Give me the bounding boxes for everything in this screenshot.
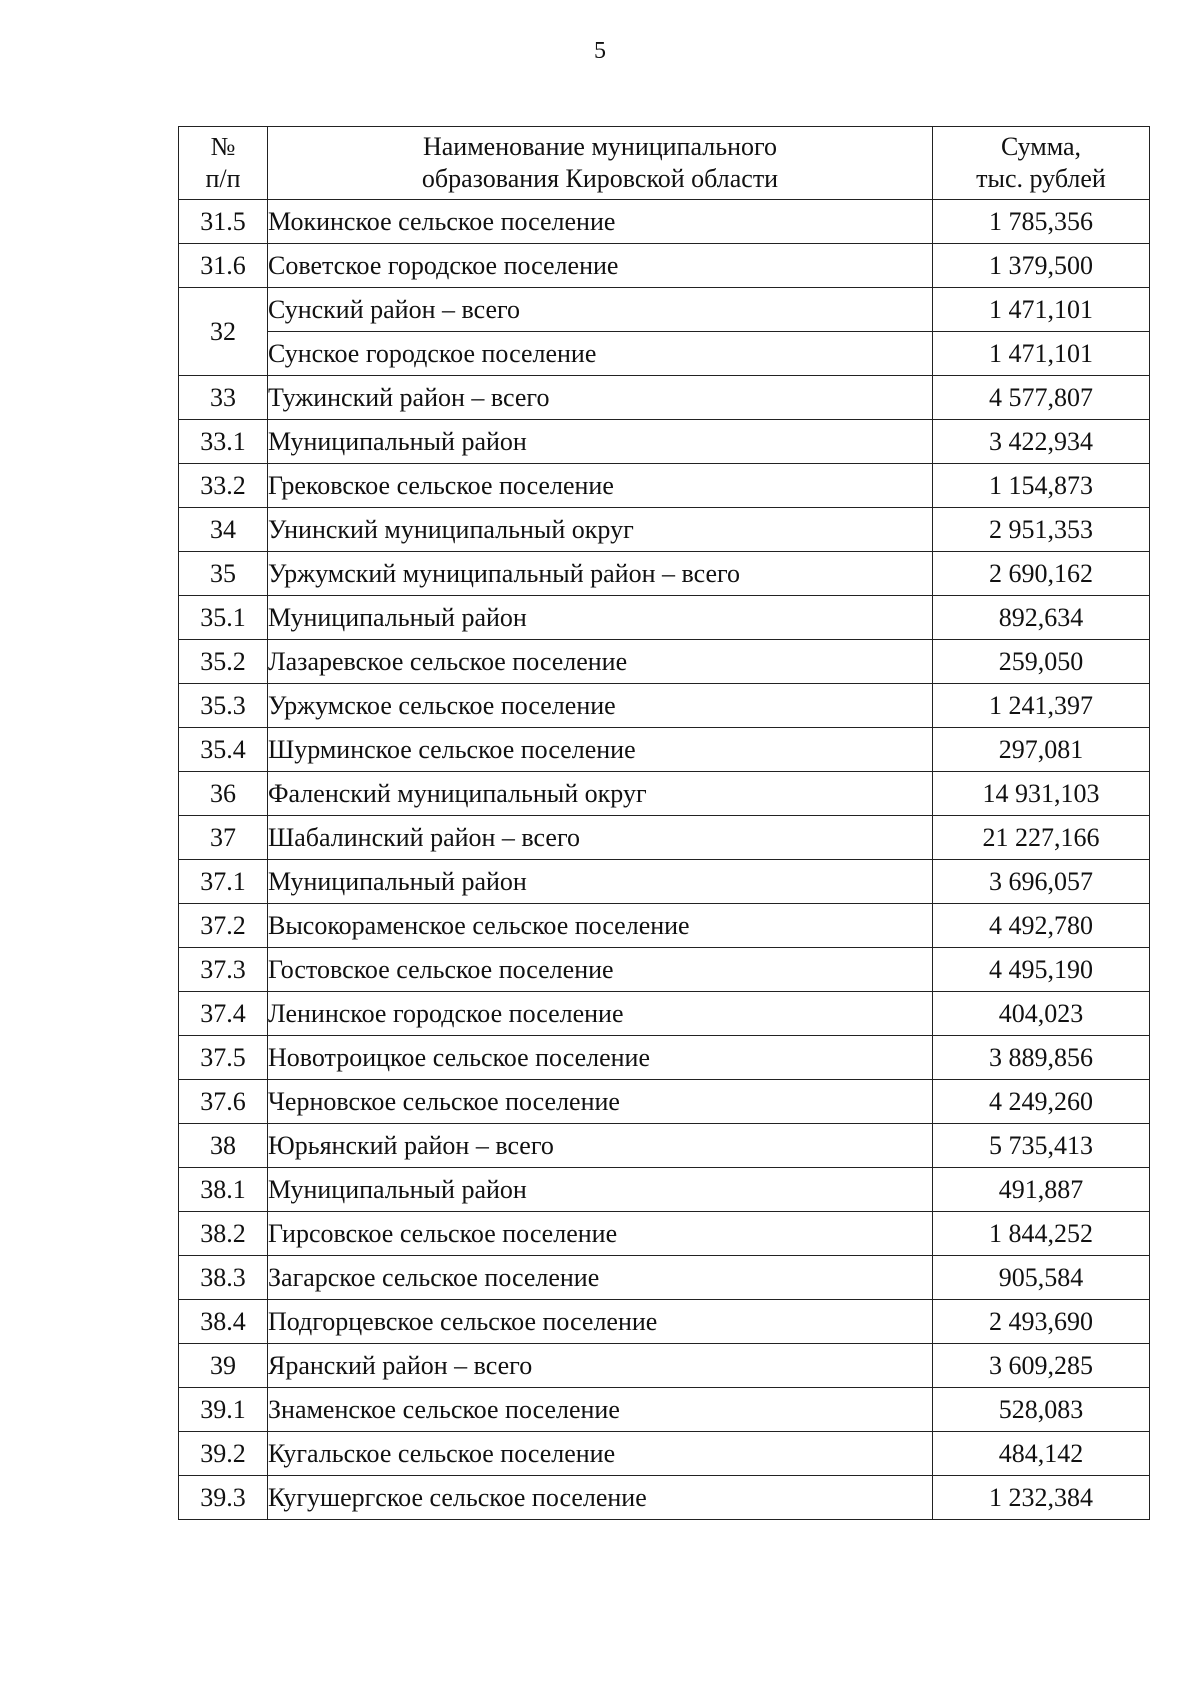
table-row (179, 1432, 1150, 1476)
row-sum-cell: 259,050 (933, 640, 1150, 684)
table-row (179, 376, 1150, 420)
row-name-cell: Муниципальный район (268, 420, 933, 464)
row-sum-cell: 892,634 (933, 596, 1150, 640)
row-sum-cell: 4 249,260 (933, 1080, 1150, 1124)
table-row (179, 1256, 1150, 1300)
row-number-cell: 33.2 (179, 464, 268, 508)
row-sum-cell: 491,887 (933, 1168, 1150, 1212)
header-name-line-1: Наименование муниципального (422, 132, 778, 161)
table-header-row (179, 127, 1150, 200)
table-row (179, 1344, 1150, 1388)
row-name-cell: Яранский район – всего (268, 1344, 933, 1388)
row-name-cell: Лазаревское сельское поселение (268, 640, 933, 684)
row-name-cell: Сунское городское поселение (268, 332, 933, 376)
table-row (179, 1080, 1150, 1124)
row-sum-cell: 484,142 (933, 1432, 1150, 1476)
row-sum-cell: 3 422,934 (933, 420, 1150, 464)
row-name-cell: Мокинское сельское поселение (268, 200, 933, 244)
table-row (179, 948, 1150, 992)
municipal-sums-table (178, 126, 1150, 1520)
table-row (179, 816, 1150, 860)
table-row (179, 1300, 1150, 1344)
table-row (179, 508, 1150, 552)
row-name-cell: Шабалинский район – всего (268, 816, 933, 860)
row-number-cell: 37.2 (179, 904, 268, 948)
row-number-cell: 35 (179, 552, 268, 596)
table-body (179, 200, 1150, 1520)
table-row (179, 1124, 1150, 1168)
row-number-cell: 33 (179, 376, 268, 420)
row-name-cell: Фаленский муниципальный округ (268, 772, 933, 816)
table-row (179, 420, 1150, 464)
row-name-cell: Грековское сельское поселение (268, 464, 933, 508)
row-number-cell: 31.6 (179, 244, 268, 288)
row-sum-cell: 404,023 (933, 992, 1150, 1036)
row-sum-cell: 2 690,162 (933, 552, 1150, 596)
row-sum-cell: 3 889,856 (933, 1036, 1150, 1080)
row-sum-cell: 1 785,356 (933, 200, 1150, 244)
row-sum-cell: 1 844,252 (933, 1212, 1150, 1256)
row-number-cell: 37.3 (179, 948, 268, 992)
row-name-cell: Муниципальный район (268, 596, 933, 640)
row-number-cell: 35.1 (179, 596, 268, 640)
row-sum-cell: 3 609,285 (933, 1344, 1150, 1388)
row-name-cell: Черновское сельское поселение (268, 1080, 933, 1124)
row-name-cell: Гирсовское сельское поселение (268, 1212, 933, 1256)
row-number-cell: 36 (179, 772, 268, 816)
table-row (179, 332, 1150, 376)
table-row (179, 552, 1150, 596)
header-sum-line-1: Сумма, (1000, 132, 1082, 161)
row-name-cell: Новотроицкое сельское поселение (268, 1036, 933, 1080)
table-row (179, 1168, 1150, 1212)
row-name-cell: Уржумский муниципальный район – всего (268, 552, 933, 596)
table-row (179, 1388, 1150, 1432)
row-number-cell: 39.2 (179, 1432, 268, 1476)
row-name-cell: Шурминское сельское поселение (268, 728, 933, 772)
table-row (179, 728, 1150, 772)
row-sum-cell: 21 227,166 (933, 816, 1150, 860)
row-sum-cell: 1 232,384 (933, 1476, 1150, 1520)
row-number-cell: 35.2 (179, 640, 268, 684)
header-name-line-2: образования Кировской области (421, 164, 779, 193)
row-number-cell: 35.3 (179, 684, 268, 728)
row-sum-cell: 14 931,103 (933, 772, 1150, 816)
table-row (179, 596, 1150, 640)
row-name-cell: Юрьянский район – всего (268, 1124, 933, 1168)
header-sum-line-2: тыс. рублей (976, 164, 1106, 193)
row-number-cell: 39 (179, 1344, 268, 1388)
row-name-cell: Сунский район – всего (268, 288, 933, 332)
row-sum-cell: 1 471,101 (933, 332, 1150, 376)
row-name-cell: Ленинское городское поселение (268, 992, 933, 1036)
header-name (268, 127, 933, 200)
row-sum-cell: 4 495,190 (933, 948, 1150, 992)
row-number-cell: 38.4 (179, 1300, 268, 1344)
header-number-line-2: п/п (205, 164, 241, 193)
row-sum-cell: 3 696,057 (933, 860, 1150, 904)
row-number-cell: 38.3 (179, 1256, 268, 1300)
row-sum-cell: 905,584 (933, 1256, 1150, 1300)
row-name-cell: Советское городское поселение (268, 244, 933, 288)
row-name-cell: Муниципальный район (268, 1168, 933, 1212)
row-sum-cell: 2 951,353 (933, 508, 1150, 552)
row-name-cell: Загарское сельское поселение (268, 1256, 933, 1300)
row-name-cell: Унинский муниципальный округ (268, 508, 933, 552)
row-sum-cell: 5 735,413 (933, 1124, 1150, 1168)
row-sum-cell: 2 493,690 (933, 1300, 1150, 1344)
row-sum-cell: 4 492,780 (933, 904, 1150, 948)
header-sum (933, 127, 1150, 200)
row-number-cell: 35.4 (179, 728, 268, 772)
row-number-cell: 34 (179, 508, 268, 552)
row-sum-cell: 1 154,873 (933, 464, 1150, 508)
table-row (179, 244, 1150, 288)
row-name-cell: Кугушергское сельское поселение (268, 1476, 933, 1520)
page-number: 5 (594, 38, 606, 64)
row-name-cell: Знаменское сельское поселение (268, 1388, 933, 1432)
row-sum-cell: 4 577,807 (933, 376, 1150, 420)
table-row (179, 464, 1150, 508)
row-number-cell: 37.5 (179, 1036, 268, 1080)
header-number-line-1: № (210, 132, 236, 161)
row-number-cell: 37 (179, 816, 268, 860)
row-name-cell: Муниципальный район (268, 860, 933, 904)
row-name-cell: Гостовское сельское поселение (268, 948, 933, 992)
row-number-cell: 37.1 (179, 860, 268, 904)
row-number-cell: 39.3 (179, 1476, 268, 1520)
table-row (179, 288, 1150, 332)
table-row (179, 1476, 1150, 1520)
table-row (179, 1212, 1150, 1256)
table-row (179, 1036, 1150, 1080)
row-number-cell: 37.4 (179, 992, 268, 1036)
row-number-cell: 38.1 (179, 1168, 268, 1212)
row-sum-cell: 1 379,500 (933, 244, 1150, 288)
row-number-cell: 38.2 (179, 1212, 268, 1256)
row-name-cell: Кугальское сельское поселение (268, 1432, 933, 1476)
table-row (179, 640, 1150, 684)
row-number-cell: 37.6 (179, 1080, 268, 1124)
table-row (179, 772, 1150, 816)
row-sum-cell: 1 241,397 (933, 684, 1150, 728)
row-sum-cell: 297,081 (933, 728, 1150, 772)
row-name-cell: Высокораменское сельское поселение (268, 904, 933, 948)
table-row (179, 992, 1150, 1036)
row-sum-cell: 1 471,101 (933, 288, 1150, 332)
table-row (179, 200, 1150, 244)
table-row (179, 860, 1150, 904)
row-number-cell: 31.5 (179, 200, 268, 244)
row-number-cell: 39.1 (179, 1388, 268, 1432)
row-name-cell: Тужинский район – всего (268, 376, 933, 420)
row-name-cell: Уржумское сельское поселение (268, 684, 933, 728)
row-number-cell: 33.1 (179, 420, 268, 464)
row-sum-cell: 528,083 (933, 1388, 1150, 1432)
header-number (179, 127, 268, 200)
table-row (179, 904, 1150, 948)
row-number-cell: 32 (179, 288, 268, 376)
row-number-cell: 38 (179, 1124, 268, 1168)
table-row (179, 684, 1150, 728)
row-name-cell: Подгорцевское сельское поселение (268, 1300, 933, 1344)
